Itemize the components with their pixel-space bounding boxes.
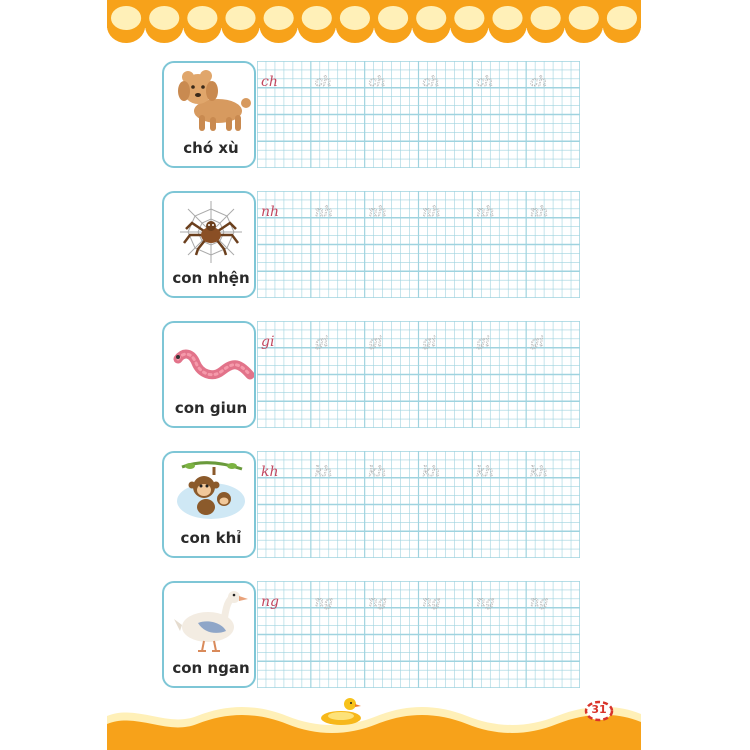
trace-letter-dotted: kh [422, 463, 440, 480]
rubber-duck-icon [318, 694, 364, 726]
word-label: con nhện [172, 269, 250, 287]
practice-row-1 [162, 61, 580, 168]
trace-letter-dotted: nh [476, 203, 495, 220]
spider-icon [168, 197, 254, 265]
picture-card [162, 581, 256, 688]
writing-grid[interactable] [257, 581, 580, 688]
practice-row-3 [162, 321, 580, 428]
trace-letter-dotted: nh [530, 203, 549, 220]
monkey-icon [168, 457, 254, 525]
trace-letter-sample: ch [261, 73, 278, 90]
writing-grid[interactable] [257, 451, 580, 558]
page-number: 31 [591, 703, 607, 716]
practice-row-4 [162, 451, 580, 558]
picture-card [162, 321, 256, 428]
practice-row-2 [162, 191, 580, 298]
word-label: con giun [174, 399, 248, 417]
trace-letter-dotted: nh [422, 203, 441, 220]
trace-letter-dotted: kh [476, 463, 494, 480]
word-label: con khỉ [180, 529, 242, 547]
writing-grid[interactable] [257, 321, 580, 428]
trace-letter-dotted: nh [314, 203, 333, 220]
poodle-dog-icon [168, 67, 254, 135]
duck-icon [168, 587, 254, 655]
trace-letter-sample: gi [261, 333, 275, 350]
writing-grid[interactable] [257, 61, 580, 168]
bottom-wave-border [107, 698, 641, 750]
trace-letter-dotted: ch [422, 73, 440, 90]
trace-letter-dotted: ch [530, 73, 548, 90]
writing-grid[interactable] [257, 191, 580, 298]
trace-letter-sample: nh [261, 203, 280, 220]
trace-letter-dotted: ng [530, 593, 549, 610]
top-scallop-border [107, 0, 641, 46]
trace-letter-dotted: nh [368, 203, 387, 220]
picture-card [162, 191, 256, 298]
trace-letter-dotted: gi [530, 333, 544, 350]
trace-letter-dotted: ch [476, 73, 494, 90]
trace-letter-dotted: ch [368, 73, 386, 90]
trace-letter-dotted: gi [314, 333, 329, 350]
picture-card [162, 61, 256, 168]
trace-letter-dotted: kh [530, 463, 548, 480]
trace-letter-dotted: ng [476, 593, 495, 610]
trace-letter-sample: kh [261, 463, 279, 480]
trace-letter-sample: ng [261, 593, 279, 610]
trace-letter-dotted: gi [476, 333, 490, 350]
trace-letter-dotted: kh [314, 463, 333, 480]
earthworm-icon [168, 327, 254, 395]
trace-letter-dotted: kh [368, 463, 387, 480]
practice-row-5 [162, 581, 580, 688]
trace-letter-dotted: gi [368, 333, 383, 350]
trace-letter-dotted: ng [368, 593, 387, 610]
word-label: con ngan [172, 659, 250, 677]
trace-letter-dotted: ng [422, 593, 441, 610]
trace-letter-dotted: ng [314, 593, 333, 610]
word-label: chó xù [183, 139, 239, 157]
trace-letter-dotted: ch [314, 73, 332, 90]
picture-card [162, 451, 256, 558]
trace-letter-dotted: gi [422, 333, 436, 350]
